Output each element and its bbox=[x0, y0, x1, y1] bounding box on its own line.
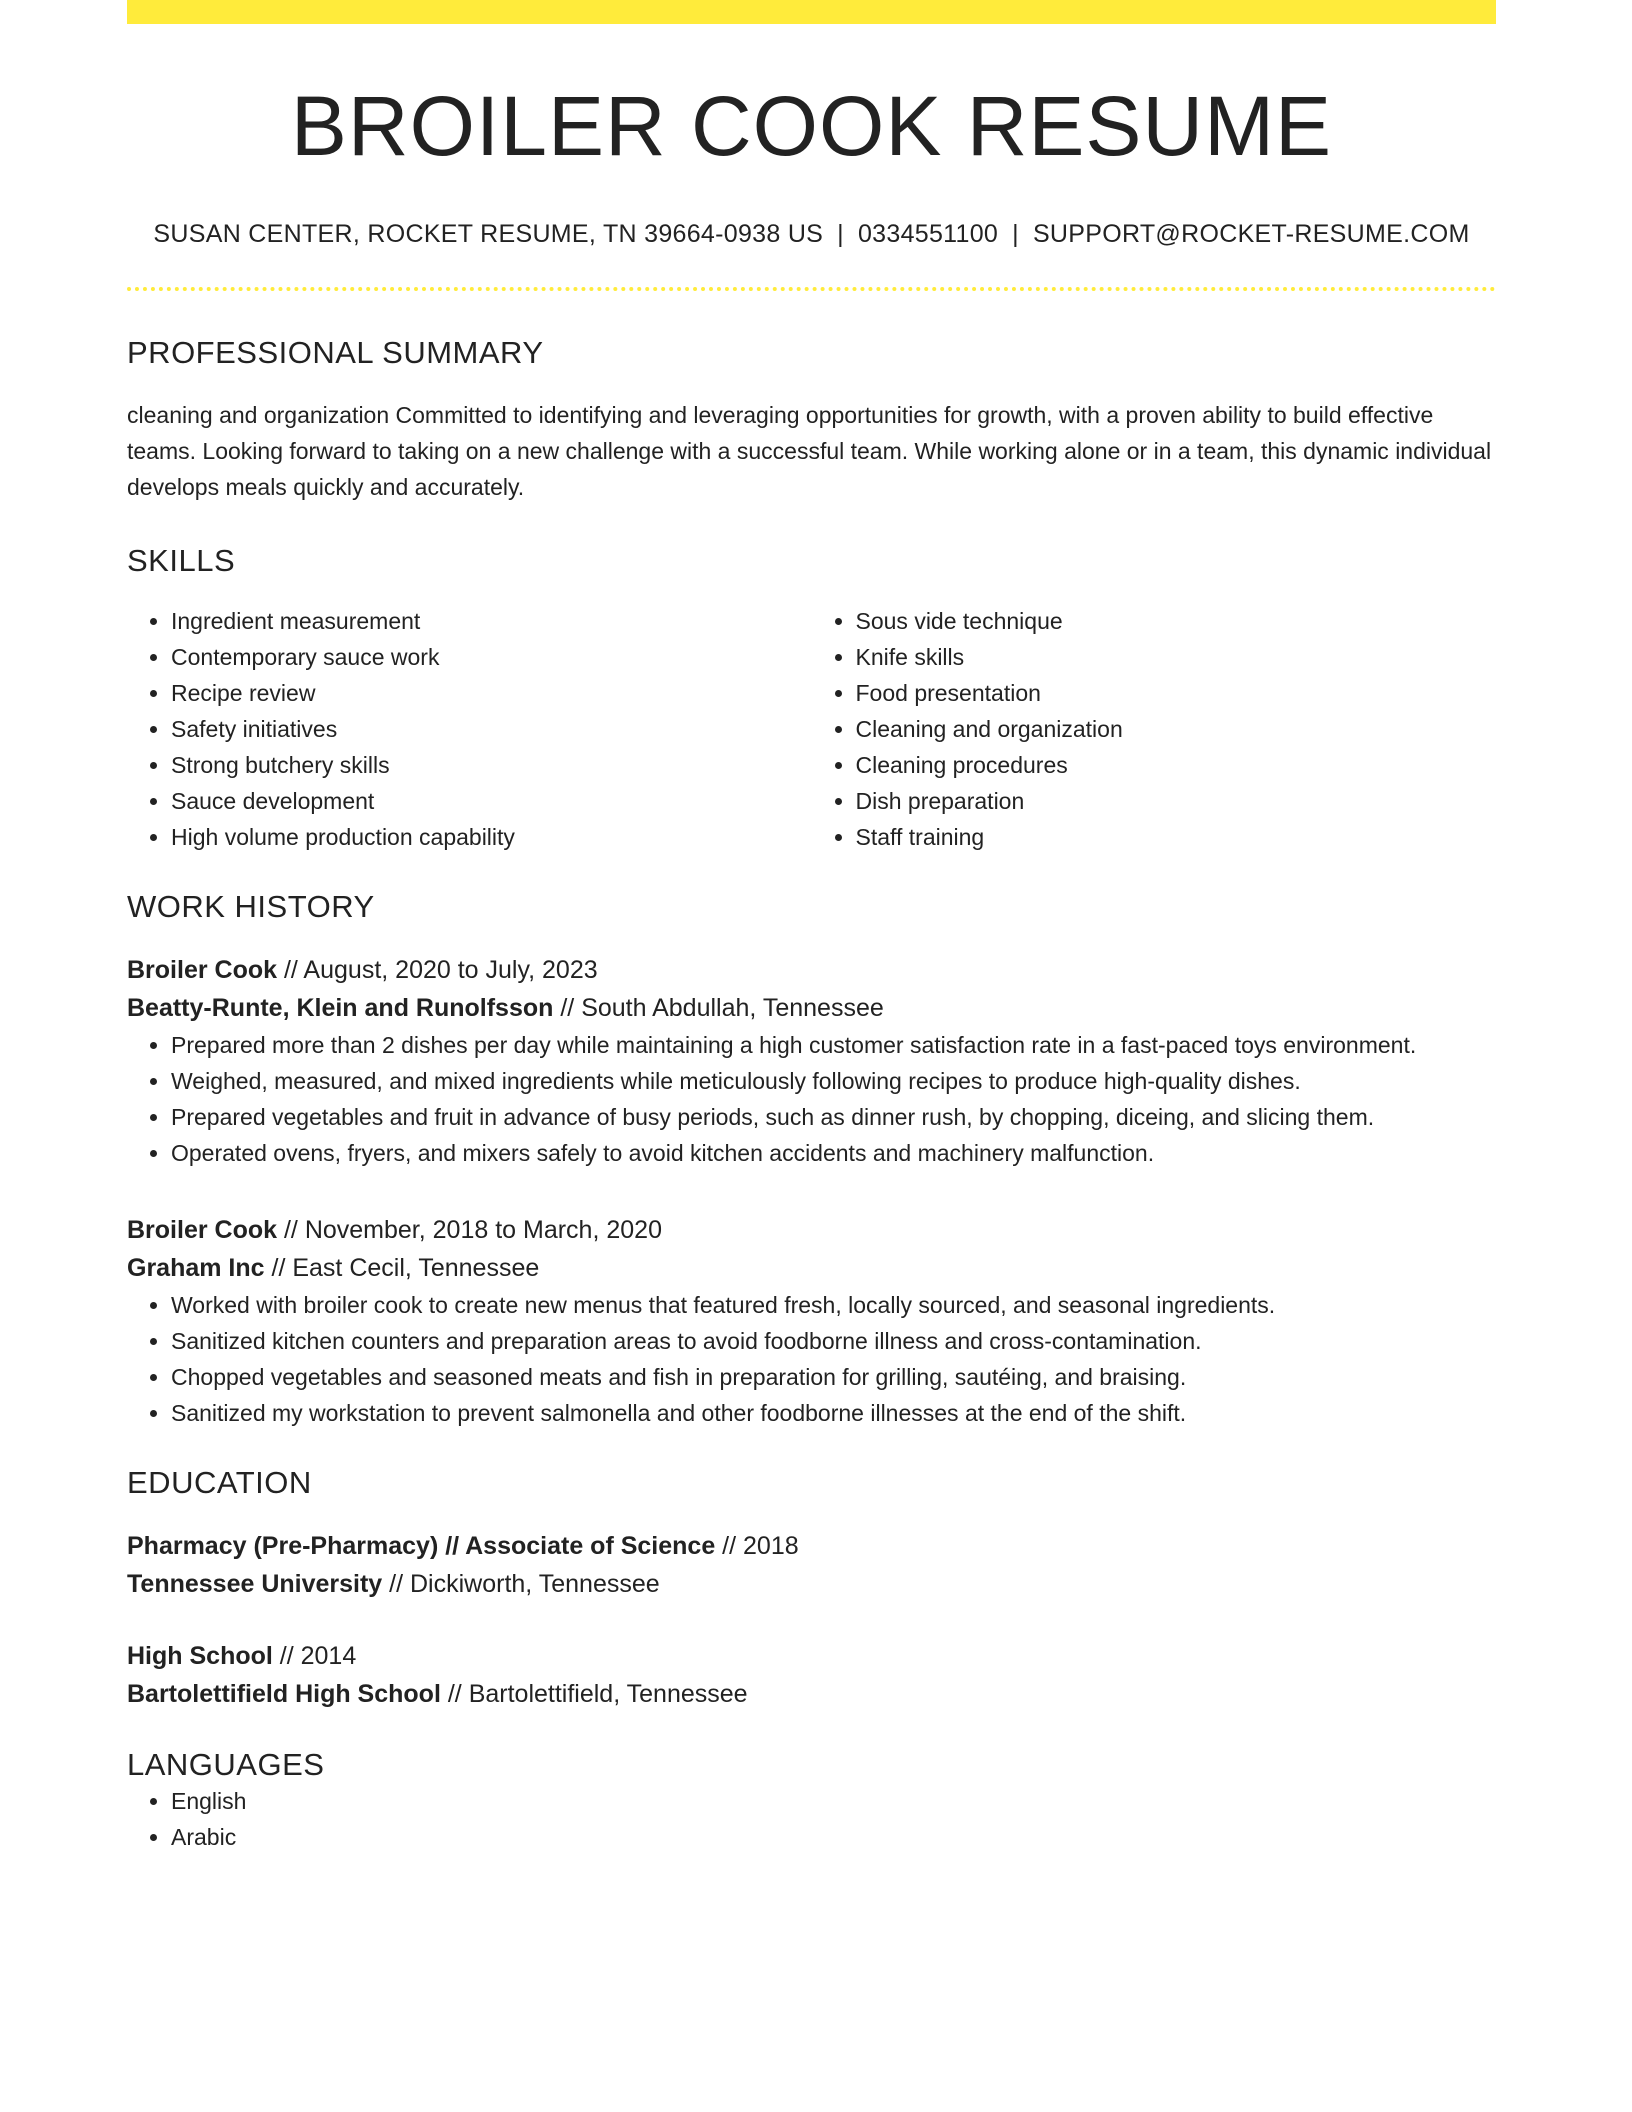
education-school-line bbox=[127, 1565, 1496, 1603]
job-duty: • Chopped vegetables and seasoned meats and fish in preparation for grilling, sautéing, and braising. bbox=[171, 1359, 1496, 1395]
contact-email: SUPPORT@ROCKET-RESUME.COM bbox=[1032, 220, 1470, 249]
skill-item: • Knife skills bbox=[856, 639, 1497, 675]
language-item: • English bbox=[171, 1783, 1496, 1819]
job-duties-list bbox=[127, 1027, 1496, 1171]
skills-list bbox=[127, 603, 1496, 855]
job-duty: • Prepared more than 2 dishes per day while maintaining a high customer satisfaction rate in a fast-paced toys environment. bbox=[171, 1027, 1496, 1063]
skill-item: • Sous vide technique bbox=[856, 603, 1497, 639]
skill-item: • Food presentation bbox=[856, 675, 1497, 711]
resume-page bbox=[127, 0, 1496, 1855]
skill-item: • Contemporary sauce work bbox=[171, 639, 812, 675]
education-school: Bartolettifield High School bbox=[127, 1680, 441, 1709]
skill-item: • Ingredient measurement bbox=[171, 603, 812, 639]
job-dates: // November, 2018 to March, 2020 bbox=[277, 1216, 662, 1245]
skill-item: • Dish preparation bbox=[856, 783, 1497, 819]
education-degree-line bbox=[127, 1637, 1496, 1675]
skill-item: • Staff training bbox=[856, 819, 1497, 855]
skills-column-right bbox=[812, 603, 1497, 855]
languages-list bbox=[127, 1783, 1496, 1855]
header-divider bbox=[127, 287, 1496, 291]
education-year: // 2014 bbox=[272, 1642, 357, 1671]
contact-phone: 0334551100 bbox=[857, 220, 999, 249]
job-duty: • Weighed, measured, and mixed ingredients while meticulously following recipes to produce high-quality dishes. bbox=[171, 1063, 1496, 1099]
skills-heading: SKILLS bbox=[127, 543, 236, 579]
education-school: Tennessee University bbox=[127, 1570, 383, 1599]
job-company-line bbox=[127, 1249, 1496, 1287]
job-dates: // August, 2020 to July, 2023 bbox=[277, 956, 598, 985]
skills-column-left bbox=[127, 603, 812, 855]
job-entry bbox=[127, 951, 1496, 1171]
job-entry bbox=[127, 1211, 1496, 1431]
job-duties-list bbox=[127, 1287, 1496, 1431]
job-company: Graham Inc bbox=[127, 1254, 265, 1283]
job-duty: • Worked with broiler cook to create new menus that featured fresh, locally sourced, and seasonal ingredients. bbox=[171, 1287, 1496, 1323]
summary-heading: PROFESSIONAL SUMMARY bbox=[127, 335, 544, 371]
job-duty: • Sanitized my workstation to prevent salmonella and other foodborne illnesses at the end of the shift. bbox=[171, 1395, 1496, 1431]
contact-separator: | bbox=[1012, 220, 1019, 249]
job-company-line bbox=[127, 989, 1496, 1027]
resume-title: BROILER COOK RESUME bbox=[290, 79, 1333, 173]
job-duty: • Prepared vegetables and fruit in advance of busy periods, such as dinner rush, by chopping, diceing, and slicing them. bbox=[171, 1099, 1496, 1135]
education-heading: EDUCATION bbox=[127, 1465, 312, 1501]
skill-item: • High volume production capability bbox=[171, 819, 812, 855]
job-company: Beatty-Runte, Klein and Runolfsson bbox=[127, 994, 554, 1023]
job-duty: • Operated ovens, fryers, and mixers safely to avoid kitchen accidents and machinery malfunction. bbox=[171, 1135, 1496, 1171]
skill-item: • Cleaning and organization bbox=[856, 711, 1497, 747]
skill-item: • Sauce development bbox=[171, 783, 812, 819]
job-duty: • Sanitized kitchen counters and preparation areas to avoid foodborne illness and cross-contamination. bbox=[171, 1323, 1496, 1359]
job-location: // East Cecil, Tennessee bbox=[264, 1254, 540, 1283]
skill-item: • Strong butchery skills bbox=[171, 747, 812, 783]
contact-address: SUSAN CENTER, ROCKET RESUME, TN 39664-0938 US bbox=[153, 220, 824, 249]
contact-separator: | bbox=[837, 220, 844, 249]
education-school-line bbox=[127, 1675, 1496, 1713]
education-degree-line bbox=[127, 1527, 1496, 1565]
language-item: • Arabic bbox=[171, 1819, 1496, 1855]
job-title-line bbox=[127, 951, 1496, 989]
education-entry bbox=[127, 1637, 1496, 1713]
education-degree: Pharmacy (Pre-Pharmacy) // Associate of Science bbox=[127, 1532, 716, 1561]
education-location: // Dickiworth, Tennessee bbox=[382, 1570, 660, 1599]
job-title-line bbox=[127, 1211, 1496, 1249]
job-title: Broiler Cook bbox=[127, 1216, 278, 1245]
education-location: // Bartolettifield, Tennessee bbox=[440, 1680, 748, 1709]
work-history-heading: WORK HISTORY bbox=[127, 889, 375, 925]
job-location: // South Abdullah, Tennessee bbox=[553, 994, 884, 1023]
education-entry bbox=[127, 1527, 1496, 1603]
education-degree: High School bbox=[127, 1642, 273, 1671]
job-title: Broiler Cook bbox=[127, 956, 278, 985]
education-year: // 2018 bbox=[715, 1532, 799, 1561]
languages-heading: LANGUAGES bbox=[127, 1747, 325, 1783]
contact-line bbox=[127, 220, 1496, 249]
top-accent-bar bbox=[127, 0, 1496, 24]
skill-item: • Recipe review bbox=[171, 675, 812, 711]
skill-item: • Safety initiatives bbox=[171, 711, 812, 747]
skill-item: • Cleaning procedures bbox=[856, 747, 1497, 783]
summary-text: cleaning and organization Committed to identifying and leveraging opportunities for growth, with a proven ability to build effective teams. Looking forward to taking on a new challenge with a successful team. While working alone or in a team, this dynamic individual develops meals quickly and accurately. bbox=[127, 402, 1492, 501]
